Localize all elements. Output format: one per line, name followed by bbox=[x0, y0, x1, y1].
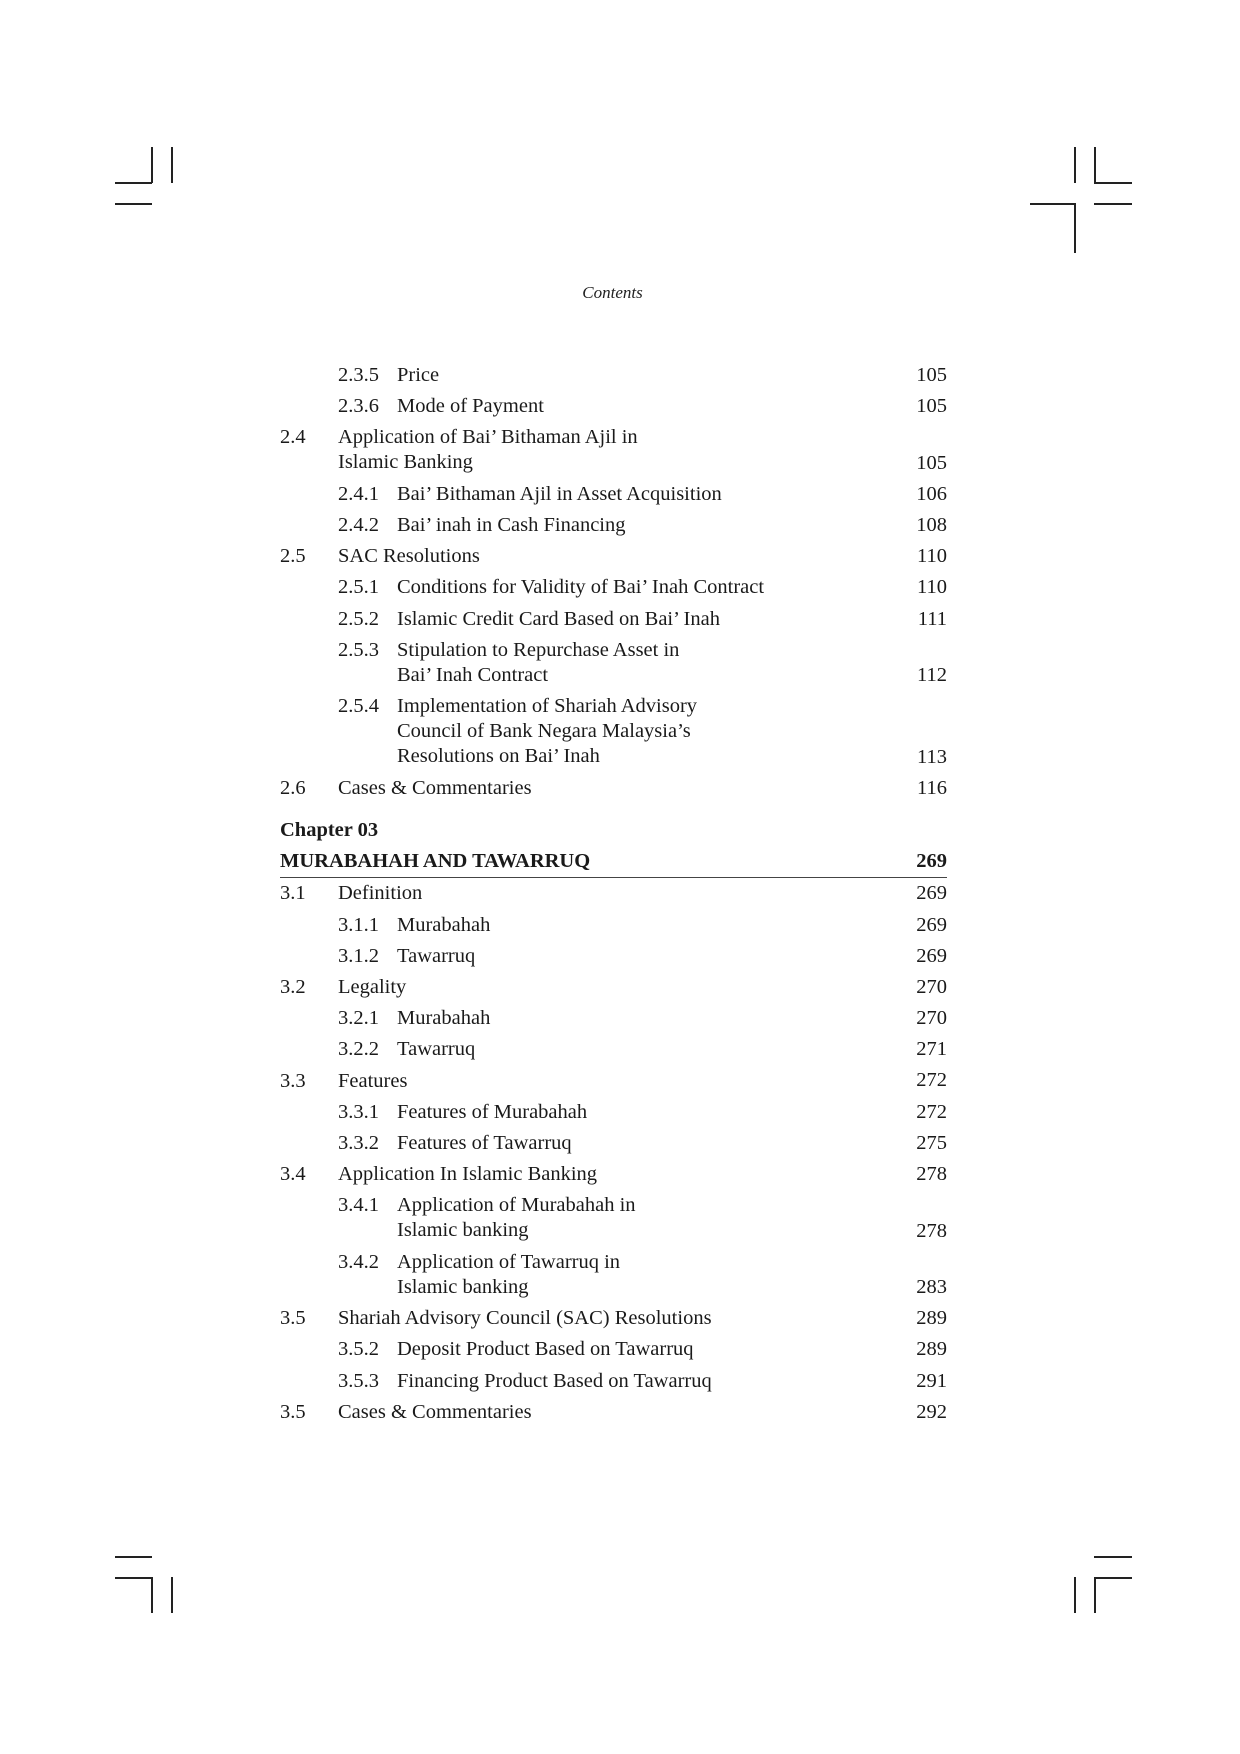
toc-entry-title-line: Implementation of Shariah Advisory bbox=[397, 695, 698, 718]
toc-entry bbox=[280, 604, 947, 635]
toc-entry-title bbox=[397, 1003, 490, 1031]
toc-entry bbox=[280, 1128, 947, 1159]
toc-entry-title-line: Cases & Commentaries bbox=[338, 1400, 532, 1423]
toc-entry-title bbox=[338, 972, 406, 1000]
toc-entry-number: 3.5 bbox=[280, 1400, 306, 1423]
toc-entry-page: 291 bbox=[916, 1369, 947, 1392]
toc-entry-title-line: Financing Product Based on Tawarruq bbox=[397, 1369, 712, 1392]
toc-entry-page: 278 bbox=[916, 1219, 947, 1242]
toc-entry-page: 289 bbox=[916, 1307, 947, 1330]
toc-entry-number: 3.3 bbox=[280, 1069, 306, 1092]
toc-entry-page: 108 bbox=[916, 514, 947, 537]
toc-entry-number: 3.4.1 bbox=[338, 1194, 379, 1217]
crop-mark-bottom-right-h1 bbox=[1094, 1556, 1132, 1558]
toc-entry-title bbox=[397, 1334, 694, 1362]
toc-entry-title-line: Tawarruq bbox=[397, 1038, 476, 1061]
toc-entry bbox=[280, 1003, 947, 1034]
toc-entry-title bbox=[397, 1034, 475, 1062]
toc-entry-number: 3.2.1 bbox=[338, 1007, 379, 1030]
toc-entry-page: 270 bbox=[916, 1007, 947, 1030]
toc-entry-number: 2.4 bbox=[280, 426, 306, 449]
toc-entry-title-line: Resolutions on Bai’ Inah bbox=[397, 745, 600, 768]
crop-mark-bottom-left-v2 bbox=[171, 1577, 173, 1613]
toc-entry-title-line: Deposit Product Based on Tawarruq bbox=[397, 1338, 694, 1361]
chapter-label-text: Chapter 03 bbox=[280, 819, 379, 841]
toc-entry-number: 2.4.2 bbox=[338, 514, 379, 537]
table-of-contents bbox=[280, 360, 947, 1428]
crop-mark-bottom-right-h2 bbox=[1094, 1577, 1132, 1579]
toc-entry-title-line: Application of Bai’ Bithaman Ajil in bbox=[338, 426, 638, 449]
toc-entry-title bbox=[338, 1397, 532, 1425]
toc-entry-number: 3.2.2 bbox=[338, 1038, 379, 1061]
toc-entry-number: 3.3.2 bbox=[338, 1131, 379, 1154]
toc-entry-title bbox=[397, 1247, 620, 1300]
toc-entry-title-line: Application of Murabahah in bbox=[397, 1194, 636, 1217]
toc-entry-title-line: SAC Resolutions bbox=[338, 545, 480, 568]
toc-entry-title bbox=[397, 572, 764, 600]
toc-entry bbox=[280, 1397, 947, 1428]
crop-mark-bottom-left-h1 bbox=[115, 1556, 152, 1558]
toc-entry-number: 2.6 bbox=[280, 776, 306, 799]
toc-entry-number: 2.5.1 bbox=[338, 576, 379, 599]
toc-entry-title-line: Bai’ inah in Cash Financing bbox=[397, 514, 626, 537]
chapter-title: MURABAHAH AND TAWARRUQ bbox=[280, 850, 591, 873]
toc-entry bbox=[280, 1190, 947, 1247]
toc-entry-page: 105 bbox=[916, 363, 947, 386]
toc-entry-page: 269 bbox=[916, 944, 947, 967]
toc-entry-number: 3.1.2 bbox=[338, 944, 379, 967]
toc-entry-title bbox=[338, 1303, 712, 1331]
toc-section-after bbox=[280, 878, 947, 1428]
toc-entry-title bbox=[397, 1097, 587, 1125]
toc-entry bbox=[280, 541, 947, 572]
crop-mark-top-right-v1 bbox=[1074, 147, 1076, 183]
toc-entry-number: 3.2 bbox=[280, 975, 306, 998]
toc-entry-page: 292 bbox=[916, 1400, 947, 1423]
toc-entry bbox=[280, 1303, 947, 1334]
toc-entry-number: 2.4.1 bbox=[338, 482, 379, 505]
toc-entry bbox=[280, 1366, 947, 1397]
toc-entry-title bbox=[397, 1128, 572, 1156]
crop-mark-top-left-h1 bbox=[115, 182, 152, 184]
toc-entry bbox=[280, 635, 947, 692]
toc-entry-number: 2.3.5 bbox=[338, 364, 379, 386]
toc-section-before bbox=[280, 360, 947, 804]
toc-entry bbox=[280, 910, 947, 941]
toc-entry-title-line: Application In Islamic Banking bbox=[338, 1163, 598, 1186]
toc-entry-title bbox=[397, 1366, 712, 1394]
toc-entry bbox=[280, 1334, 947, 1365]
toc-entry-page: 289 bbox=[916, 1338, 947, 1361]
toc-entry-number: 2.5.4 bbox=[338, 695, 379, 718]
toc-entry-title bbox=[397, 510, 626, 538]
toc-entry-number: 2.3.6 bbox=[338, 395, 379, 418]
toc-entry-number: 2.5.3 bbox=[338, 638, 379, 661]
crop-mark-top-right-h2 bbox=[1094, 203, 1132, 205]
toc-entry-title bbox=[338, 1066, 407, 1094]
chapter-page-number: 269 bbox=[916, 850, 947, 873]
toc-entry bbox=[280, 391, 947, 422]
toc-entry bbox=[280, 1247, 947, 1304]
toc-entry-page: 269 bbox=[916, 913, 947, 936]
toc-entry-title-line: Definition bbox=[338, 882, 423, 905]
toc-entry-title-line: Mode of Payment bbox=[397, 395, 544, 418]
toc-entry bbox=[280, 422, 947, 479]
chapter-heading bbox=[280, 846, 947, 878]
toc-entry-page: 105 bbox=[916, 395, 947, 418]
toc-entry-title-line: Tawarruq bbox=[397, 944, 476, 967]
toc-entry bbox=[280, 1066, 947, 1097]
toc-entry-title-line: Cases & Commentaries bbox=[338, 776, 532, 799]
toc-entry-title bbox=[338, 1159, 597, 1187]
toc-entry-title-line: Shariah Advisory Council (SAC) Resolutions bbox=[338, 1307, 712, 1330]
toc-entry-title-line: Bai’ Inah Contract bbox=[397, 663, 549, 686]
toc-entry-title-line: Conditions for Validity of Bai’ Inah Contract bbox=[397, 576, 765, 599]
toc-entry-page: 278 bbox=[916, 1163, 947, 1186]
toc-entry-page: 272 bbox=[916, 1100, 947, 1123]
toc-entry-page: 110 bbox=[917, 576, 947, 599]
toc-entry-title-line: Stipulation to Repurchase Asset in bbox=[397, 638, 680, 661]
toc-entry-title-line: Features of Tawarruq bbox=[397, 1131, 572, 1154]
toc-entry-page: 111 bbox=[917, 607, 947, 630]
toc-entry bbox=[280, 691, 947, 773]
crop-mark-top-left-v1 bbox=[151, 147, 153, 183]
toc-entry-number: 2.5 bbox=[280, 545, 306, 568]
crop-mark-top-right-h1 bbox=[1094, 182, 1132, 184]
toc-entry bbox=[280, 972, 947, 1003]
toc-entry-title-line: Features of Murabahah bbox=[397, 1100, 588, 1123]
toc-entry-title bbox=[397, 1190, 636, 1243]
toc-entry-page: 275 bbox=[916, 1131, 947, 1154]
crop-mark-top-left-v2 bbox=[171, 147, 173, 183]
toc-entry-title-line: Murabahah bbox=[397, 1007, 491, 1030]
toc-entry-page: 113 bbox=[917, 745, 947, 768]
toc-entry-title bbox=[397, 604, 720, 632]
toc-entry-title bbox=[338, 773, 532, 801]
toc-entry-title-line: Islamic banking bbox=[397, 1219, 529, 1242]
toc-entry-page: 269 bbox=[916, 882, 947, 905]
toc-entry bbox=[280, 878, 947, 909]
crop-mark-bottom-right-v1 bbox=[1074, 1577, 1076, 1613]
toc-entry-title-line: Council of Bank Negara Malaysia’s bbox=[397, 720, 691, 743]
toc-entry-title bbox=[397, 635, 679, 688]
toc-entry-title bbox=[338, 541, 480, 569]
chapter-label bbox=[280, 815, 947, 846]
toc-entry-page: 283 bbox=[916, 1276, 947, 1299]
toc-entry-title bbox=[338, 422, 638, 475]
crop-mark-top-left-h2 bbox=[115, 203, 152, 205]
crop-mark-top-right-v2 bbox=[1094, 147, 1096, 183]
toc-entry-number: 3.5.2 bbox=[338, 1338, 379, 1361]
toc-entry bbox=[280, 360, 947, 391]
toc-entry-title bbox=[397, 479, 722, 507]
toc-entry-title-line: Price bbox=[397, 364, 440, 386]
toc-entry bbox=[280, 1097, 947, 1128]
toc-entry-page: 116 bbox=[917, 776, 947, 799]
toc-entry-number: 3.3.1 bbox=[338, 1100, 379, 1123]
crop-mark-bottom-left-v1 bbox=[151, 1577, 153, 1613]
toc-entry-number: 3.5.3 bbox=[338, 1369, 379, 1392]
toc-entry-title bbox=[338, 878, 422, 906]
toc-entry bbox=[280, 479, 947, 510]
toc-entry-title-line: Features bbox=[338, 1069, 408, 1092]
toc-entry-number: 3.5 bbox=[280, 1307, 306, 1330]
crop-mark-top-right-v3 bbox=[1074, 203, 1076, 253]
toc-entry-number: 3.1 bbox=[280, 882, 306, 905]
toc-entry bbox=[280, 572, 947, 603]
toc-entry bbox=[280, 941, 947, 972]
toc-entry-title-line: Islamic Banking bbox=[338, 451, 473, 474]
toc-entry-number: 3.4.2 bbox=[338, 1250, 379, 1273]
toc-entry bbox=[280, 510, 947, 541]
running-head: Contents bbox=[582, 283, 643, 302]
toc-entry-page: 106 bbox=[916, 482, 947, 505]
toc-entry-title bbox=[397, 941, 475, 969]
toc-entry-title-line: Islamic Credit Card Based on Bai’ Inah bbox=[397, 607, 720, 630]
toc-entry-title bbox=[397, 391, 544, 419]
toc-entry-number: 3.1.1 bbox=[338, 913, 379, 936]
toc-entry-title-line: Islamic banking bbox=[397, 1275, 529, 1298]
toc-entry-title bbox=[397, 910, 490, 938]
toc-entry-page: 110 bbox=[917, 545, 947, 568]
toc-entry-title-line: Murabahah bbox=[397, 913, 491, 936]
toc-entry-title-line: Application of Tawarruq in bbox=[397, 1250, 621, 1273]
toc-entry-title-line: Bai’ Bithaman Ajil in Asset Acquisition bbox=[397, 482, 722, 505]
toc-entry-page: 271 bbox=[916, 1038, 947, 1061]
toc-entry bbox=[280, 1034, 947, 1065]
toc-entry bbox=[280, 773, 947, 804]
crop-mark-bottom-left-h2 bbox=[115, 1577, 152, 1579]
toc-entry-title-line: Legality bbox=[338, 975, 407, 998]
crop-mark-bottom-right-v2 bbox=[1094, 1577, 1096, 1613]
toc-entry-title bbox=[397, 691, 697, 769]
toc-entry-page: 105 bbox=[916, 451, 947, 474]
toc-entry-page: 270 bbox=[916, 975, 947, 998]
toc-entry-page: 272 bbox=[916, 1069, 947, 1092]
toc-entry-number: 2.5.2 bbox=[338, 607, 379, 630]
toc-entry-number: 3.4 bbox=[280, 1163, 306, 1186]
toc-entry bbox=[280, 1159, 947, 1190]
crop-mark-top-right-h3 bbox=[1030, 203, 1075, 205]
toc-entry-page: 112 bbox=[917, 664, 947, 687]
toc-entry-title bbox=[397, 360, 439, 388]
